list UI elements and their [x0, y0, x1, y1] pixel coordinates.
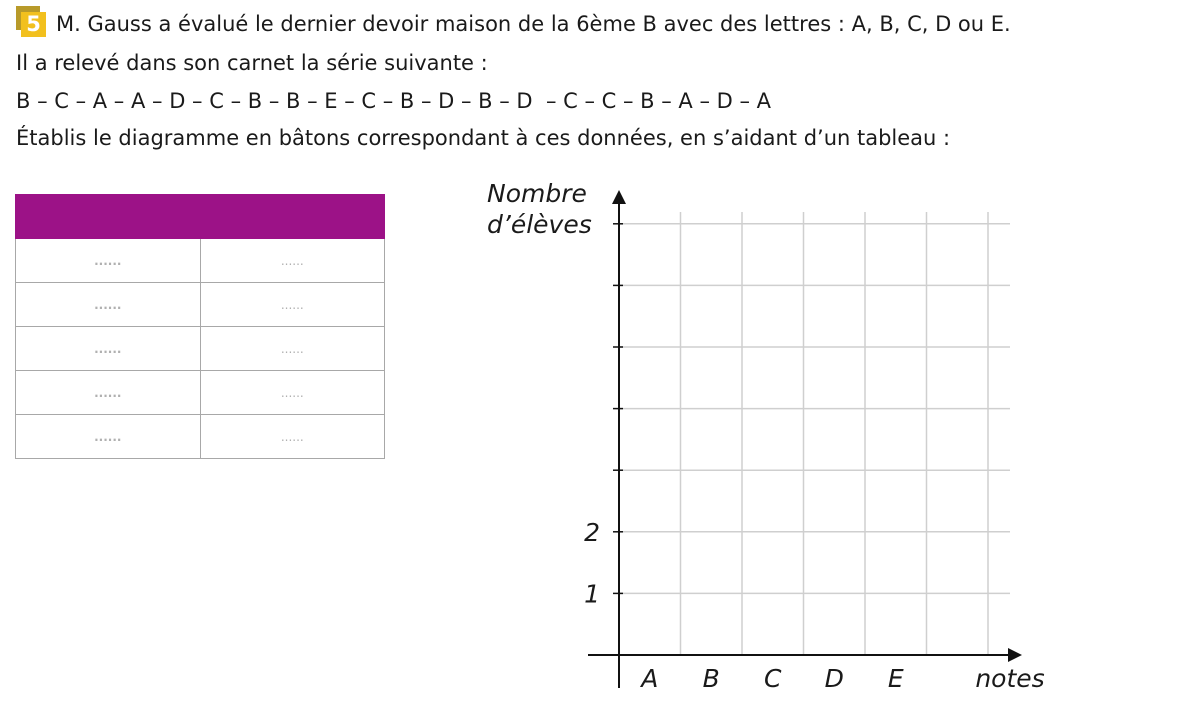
- y-axis-label-line-2: d’élèves: [487, 210, 592, 239]
- x-axis-label: notes: [975, 664, 1045, 693]
- table-cell-count[interactable]: ......: [200, 327, 384, 371]
- x-tick-label-B: B: [702, 664, 720, 693]
- table-cell-count[interactable]: ......: [200, 283, 384, 327]
- x-axis-arrow: [1008, 648, 1022, 662]
- x-tick-label-C: C: [764, 664, 782, 693]
- y-axis-arrow: [612, 190, 626, 204]
- x-axis-categories: [639, 664, 904, 693]
- exercise-number: 5: [21, 12, 46, 37]
- x-tick-label-A: A: [641, 664, 659, 693]
- table-cell-grade[interactable]: ......: [16, 283, 201, 327]
- chart-axes: [588, 190, 1022, 688]
- y-tick-label-1: 1: [584, 579, 600, 609]
- table-cell-grade[interactable]: ......: [16, 327, 201, 371]
- y-tick-label-2: 2: [584, 517, 600, 547]
- table-cell-grade[interactable]: ......: [16, 239, 201, 283]
- exercise-statement-line-2: Il a relevé dans son carnet la série suivante :: [16, 51, 488, 75]
- table-cell-grade[interactable]: ......: [16, 371, 201, 415]
- table-cell-count[interactable]: ......: [200, 415, 384, 459]
- data-series: B – C – A – A – D – C – B – B – E – C – B – D – B – D – C – C – B – A – D – A: [16, 89, 772, 113]
- table-cell-grade[interactable]: ......: [16, 415, 201, 459]
- table-cell-count[interactable]: ......: [200, 371, 384, 415]
- table-cell-count[interactable]: ......: [200, 239, 384, 283]
- x-tick-label-E: E: [887, 664, 904, 693]
- x-tick-label-D: D: [824, 664, 844, 693]
- chart-grid: [619, 212, 1010, 655]
- y-axis-tick-labels: [584, 518, 600, 609]
- y-axis-label-line-1: Nombre: [487, 179, 587, 208]
- exercise-statement-line-1: M. Gauss a évalué le dernier devoir maison de la 6ème B avec des lettres : A, B, C, D ou E.: [56, 12, 1011, 36]
- exercise-instruction: Établis le diagramme en bâtons correspondant à ces données, en s’aidant d’un tableau :: [16, 126, 951, 150]
